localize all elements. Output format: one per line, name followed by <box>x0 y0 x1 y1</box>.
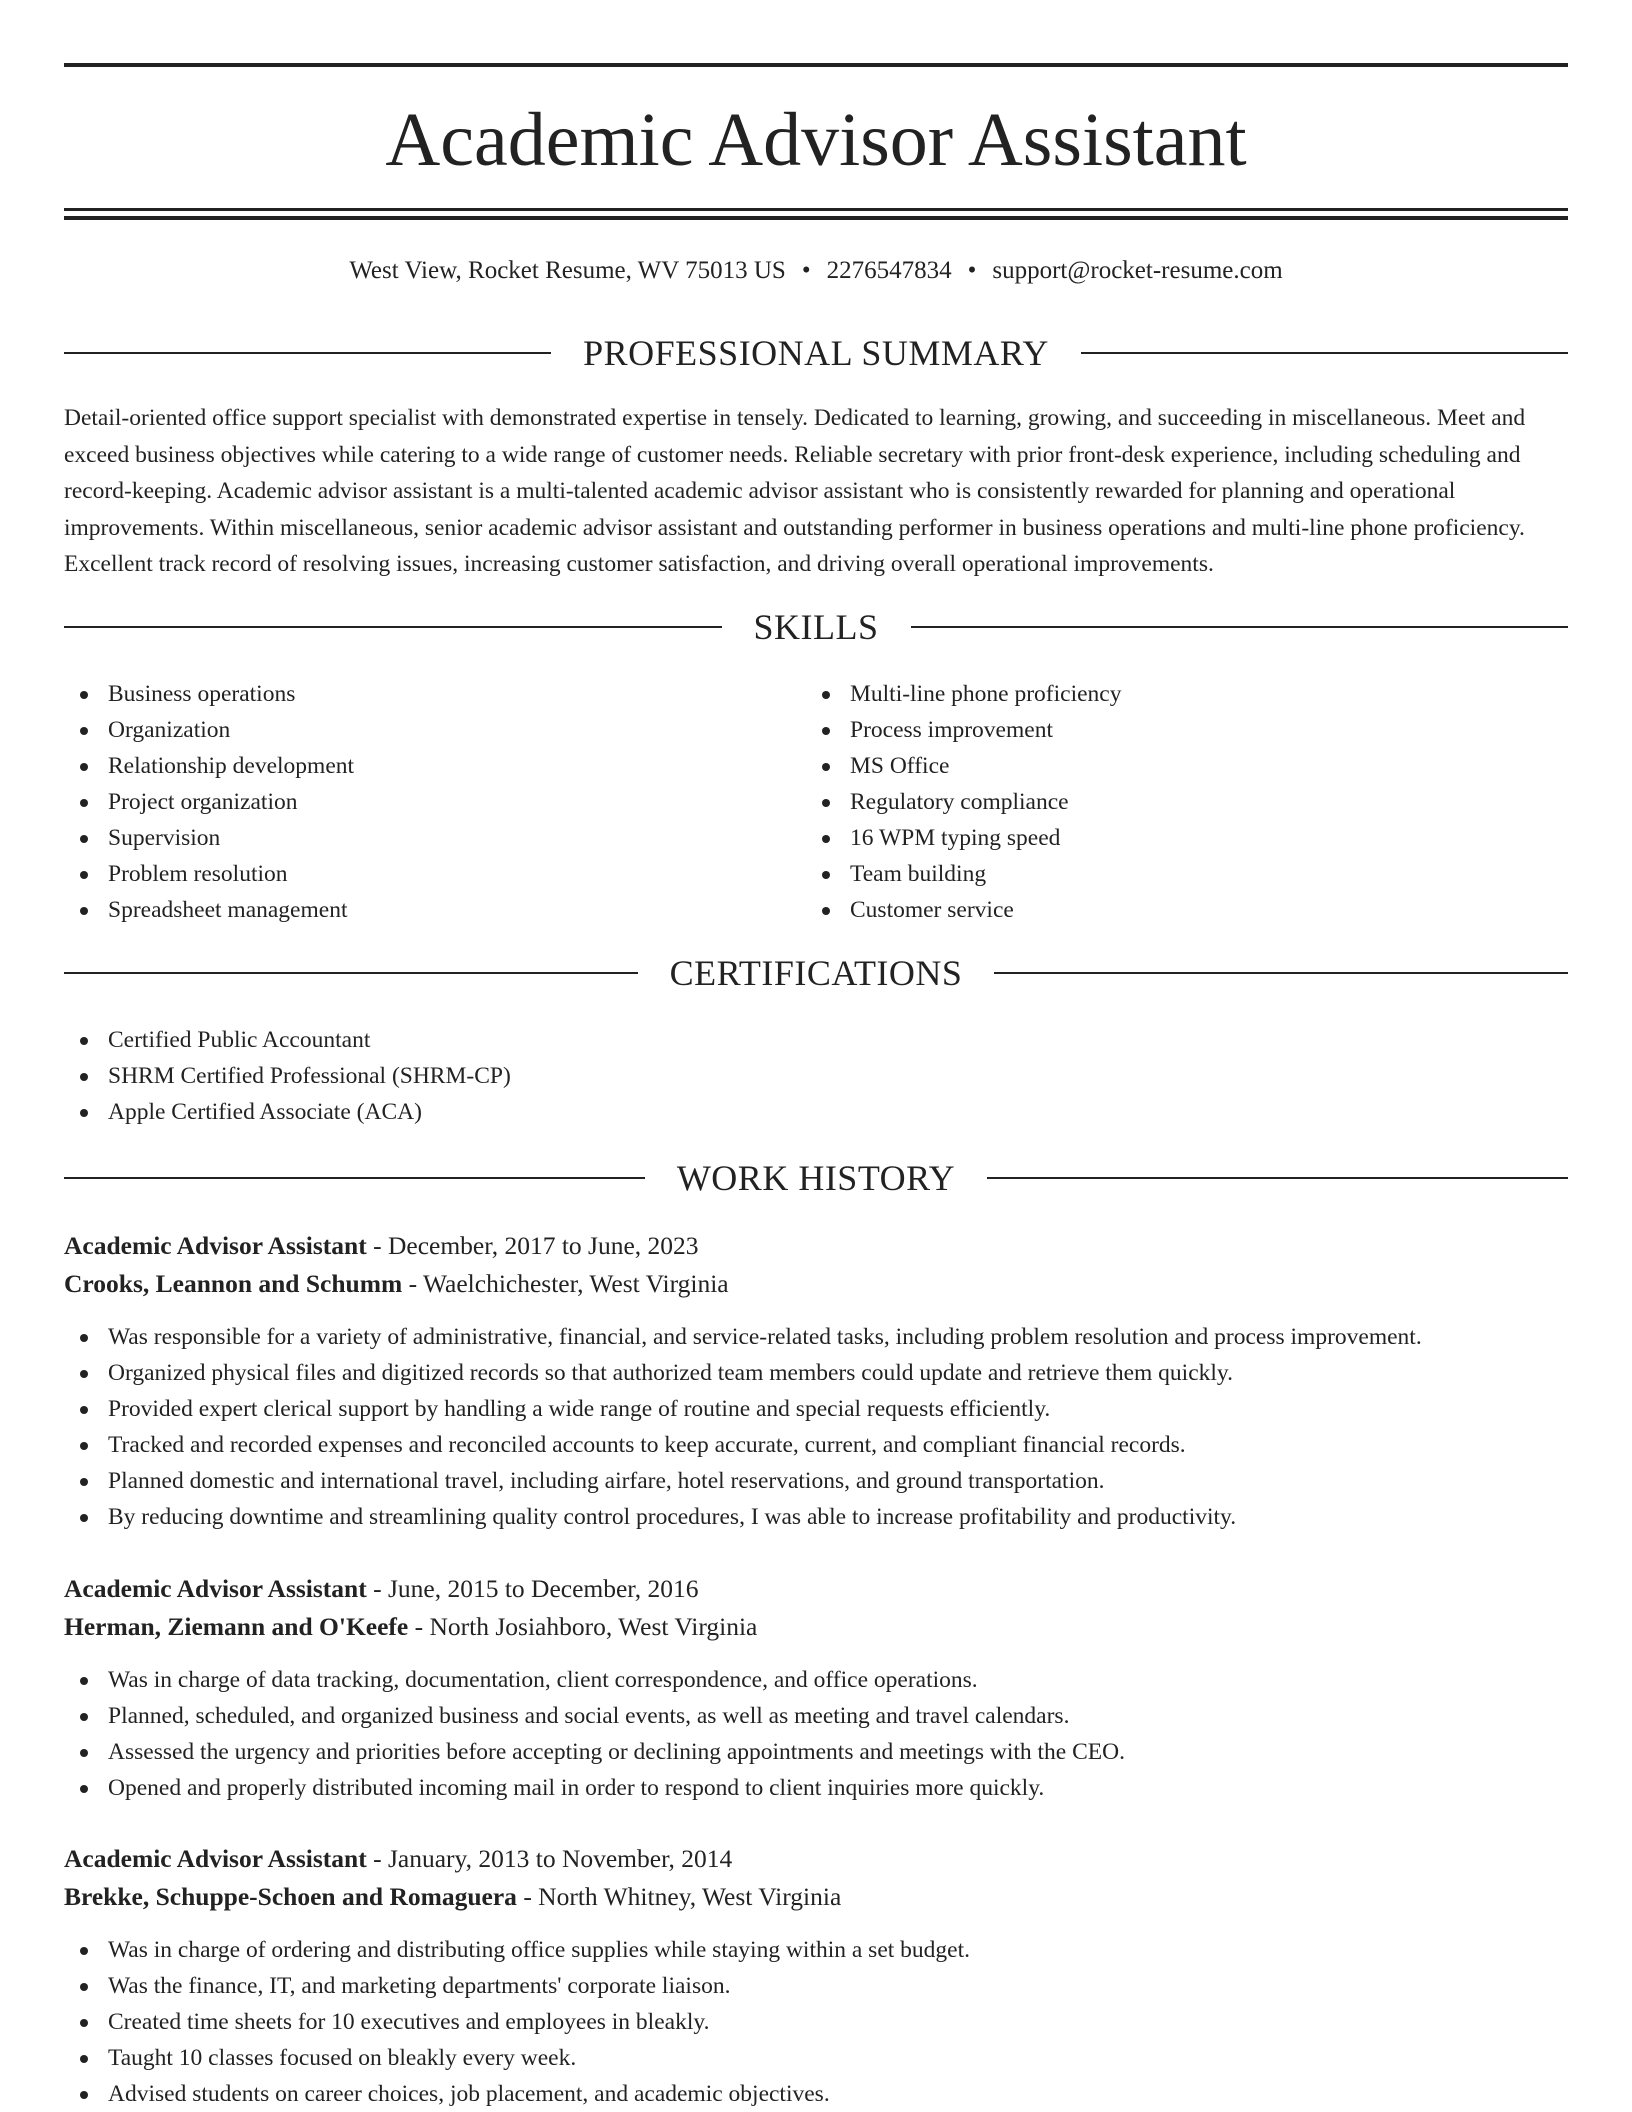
job-location: - North Whitney, West Virginia <box>523 1882 842 1911</box>
skill-item: Organization <box>64 712 764 748</box>
section-title: WORK HISTORY <box>676 1158 956 1198</box>
contact-address: West View, Rocket Resume, WV 75013 US <box>349 257 786 284</box>
contact-line <box>64 253 1568 289</box>
job-title-line <box>64 1227 1568 1265</box>
skills-list-right <box>806 676 1506 928</box>
job-duty-item: Was the finance, IT, and marketing departments' corporate liaison. <box>64 1968 1568 2004</box>
job-duty-item: Tracked and recorded expenses and reconciled accounts to keep accurate, current, and compliant financial records. <box>64 1427 1568 1463</box>
section-heading-summary <box>64 331 1568 375</box>
section-title: PROFESSIONAL SUMMARY <box>583 333 1049 373</box>
job-company-line <box>64 1608 1568 1646</box>
skills-list-left <box>64 676 764 928</box>
job-duty-item: Advised students on career choices, job placement, and academic objectives. <box>64 2076 1568 2112</box>
skill-item: Problem resolution <box>64 856 764 892</box>
certification-item: Certified Public Accountant <box>64 1022 511 1058</box>
section-heading-work-history <box>64 1156 1568 1200</box>
job-dates: - June, 2015 to December, 2016 <box>373 1574 699 1603</box>
heading-rule <box>911 626 1569 628</box>
job-dates: - December, 2017 to June, 2023 <box>373 1231 699 1260</box>
job-title: Academic Advisor Assistant <box>64 1231 367 1260</box>
skill-item: Supervision <box>64 820 764 856</box>
skill-item: Project organization <box>64 784 764 820</box>
job-company-line <box>64 1878 1568 1916</box>
job-duty-item: Was responsible for a variety of administrative, financial, and service-related tasks, including problem resolution and process improvement. <box>64 1319 1568 1355</box>
job-title: Academic Advisor Assistant <box>64 1844 367 1873</box>
job-title: Academic Advisor Assistant <box>64 1574 367 1603</box>
job-company: Herman, Ziemann and O'Keefe <box>64 1612 409 1641</box>
job-company: Brekke, Schuppe-Schoen and Romaguera <box>64 1882 517 1911</box>
contact-phone: 2276547834 <box>826 257 952 284</box>
certifications-block <box>64 1022 511 1130</box>
heading-rule <box>987 1177 1568 1179</box>
job-title-line <box>64 1570 1568 1608</box>
title-double-rule <box>64 208 1568 220</box>
job-duty-item: Taught 10 classes focused on bleakly every week. <box>64 2040 1568 2076</box>
heading-rule <box>64 972 638 974</box>
heading-rule <box>64 1177 645 1179</box>
skill-item: Multi-line phone proficiency <box>806 676 1506 712</box>
section-title: SKILLS <box>753 607 879 647</box>
job-company-line <box>64 1265 1568 1303</box>
job-duties-list <box>64 1319 1568 1535</box>
job-company: Crooks, Leannon and Schumm <box>64 1269 403 1298</box>
job-entry <box>64 1840 1568 2112</box>
job-entry <box>64 1570 1568 1806</box>
job-duty-item: Provided expert clerical support by handling a wide range of routine and special requests efficiently. <box>64 1391 1568 1427</box>
top-rule <box>64 63 1568 67</box>
job-duty-item: Organized physical files and digitized records so that authorized team members could update and retrieve them quickly. <box>64 1355 1568 1391</box>
skill-item: Business operations <box>64 676 764 712</box>
job-duty-item: Was in charge of data tracking, documentation, client correspondence, and office operations. <box>64 1662 1568 1698</box>
certifications-list <box>64 1022 511 1130</box>
job-location: - Waelchichester, West Virginia <box>408 1269 729 1298</box>
certification-item: SHRM Certified Professional (SHRM-CP) <box>64 1058 511 1094</box>
heading-rule <box>64 352 551 354</box>
job-entry <box>64 1227 1568 1535</box>
heading-rule <box>994 972 1568 974</box>
job-duties-list <box>64 1662 1568 1806</box>
skill-item: Spreadsheet management <box>64 892 764 928</box>
certification-item: Apple Certified Associate (ACA) <box>64 1094 511 1130</box>
job-duty-item: Opened and properly distributed incoming mail in order to respond to client inquiries more quickly. <box>64 1770 1568 1806</box>
summary-paragraph: Detail-oriented office support specialist with demonstrated expertise in tensely. Dedicated to learning, growing, and succeeding in miscellaneous. Meet and exceed business objectives while catering to a wide range of customer needs. Reliable secretary with prior front-desk experience, including scheduling and record-keeping. Academic advisor assistant is a multi-talented academic advisor assistant who is consistently rewarded for planning and operational improvements. Within miscellaneous, senior academic advisor assistant and outstanding performer in business operations and multi-line phone proficiency. Excellent track record of resolving issues, increasing customer satisfaction, and driving overall operational improvements. <box>64 405 1526 577</box>
job-duty-item: Created time sheets for 10 executives and employees in bleakly. <box>64 2004 1568 2040</box>
job-duty-item: Was in charge of ordering and distributing office supplies while staying within a set budget. <box>64 1932 1568 1968</box>
skill-item: Process improvement <box>806 712 1506 748</box>
resume-title: Academic Advisor Assistant <box>385 98 1247 182</box>
skill-item: MS Office <box>806 748 1506 784</box>
skill-item: Team building <box>806 856 1506 892</box>
job-duty-item: Planned, scheduled, and organized business and social events, as well as meeting and travel calendars. <box>64 1698 1568 1734</box>
heading-rule <box>1081 352 1568 354</box>
skill-item: Relationship development <box>64 748 764 784</box>
contact-email: support@rocket-resume.com <box>992 257 1283 284</box>
section-heading-skills <box>64 605 1568 649</box>
contact-separator: • <box>967 257 977 284</box>
job-duties-list <box>64 1932 1568 2112</box>
section-heading-certifications <box>64 951 1568 995</box>
contact-separator: • <box>801 257 811 284</box>
heading-rule <box>64 626 722 628</box>
skills-column-right <box>806 676 1506 928</box>
job-location: - North Josiahboro, West Virginia <box>414 1612 758 1641</box>
section-title: CERTIFICATIONS <box>669 953 963 993</box>
job-duty-item: Assessed the urgency and priorities before accepting or declining appointments and meetings with the CEO. <box>64 1734 1568 1770</box>
job-title-line <box>64 1840 1568 1878</box>
skill-item: 16 WPM typing speed <box>806 820 1506 856</box>
skills-column-left <box>64 676 764 928</box>
job-dates: - January, 2013 to November, 2014 <box>373 1844 733 1873</box>
job-duty-item: By reducing downtime and streamlining quality control procedures, I was able to increase profitability and productivity. <box>64 1499 1568 1535</box>
job-duty-item: Planned domestic and international travel, including airfare, hotel reservations, and ground transportation. <box>64 1463 1568 1499</box>
skill-item: Customer service <box>806 892 1506 928</box>
skill-item: Regulatory compliance <box>806 784 1506 820</box>
